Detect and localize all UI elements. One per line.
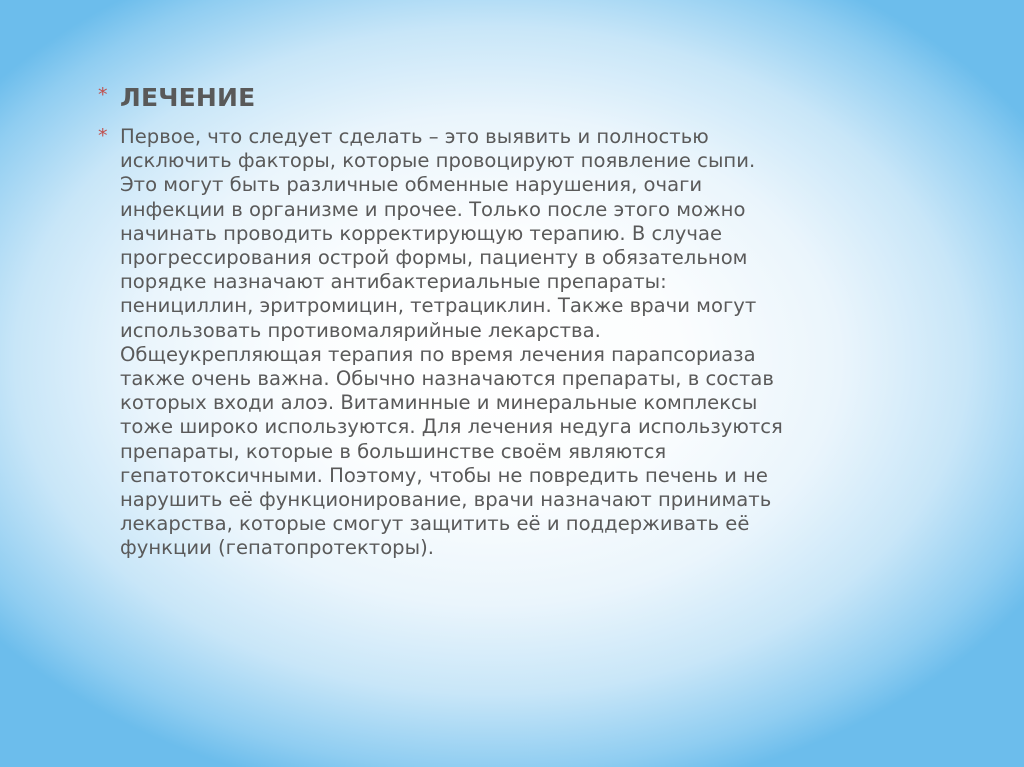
text-line: инфекции в организме и прочее. Только после этого можно — [120, 197, 746, 221]
text-line: Общеукрепляющая терапия по время лечения парапсориаза — [120, 342, 756, 366]
text-line: Первое, что следует сделать – это выявить и полностью — [120, 125, 709, 148]
bullet-icon: * — [98, 125, 108, 147]
text-line: прогрессирования острой формы, пациенту в обязательном — [120, 246, 748, 270]
text-line: функции (гепатопротекторы). — [120, 536, 434, 560]
heading-row — [98, 84, 255, 112]
text-line: препараты, которые в большинстве своём являются — [120, 439, 667, 463]
text-line: также очень важна. Обычно назначаются препараты, в состав — [120, 367, 774, 391]
text-line: начинать проводить корректирующую терапию. В случае — [120, 221, 723, 245]
slide-title: ЛЕЧЕНИЕ — [120, 83, 256, 112]
text-line: исключить факторы, которые провоцируют появление сыпи. — [120, 149, 756, 173]
text-line: использовать противомалярийные лекарства. — [120, 318, 601, 342]
text-line: Это могут быть различные обменные нарушения, очаги — [120, 173, 703, 197]
text-line: которых входи алоэ. Витаминные и минеральные комплексы — [120, 391, 758, 415]
text-line: гепатотоксичными. Поэтому, чтобы не повредить печень и не — [120, 463, 768, 487]
text-line: лекарства, которые смогут защитить её и поддерживать её — [120, 512, 750, 536]
text-line: пенициллин, эритромицин, тетрациклин. Также врачи могут — [120, 294, 757, 318]
body-row — [98, 125, 898, 561]
body-paragraph — [120, 125, 896, 561]
text-line: порядке назначают антибактериальные препараты: — [120, 270, 667, 294]
text-line: тоже широко используются. Для лечения недуга используются — [120, 415, 783, 439]
bullet-icon: * — [98, 84, 108, 106]
text-line: нарушить её функционирование, врачи назначают принимать — [120, 488, 772, 512]
